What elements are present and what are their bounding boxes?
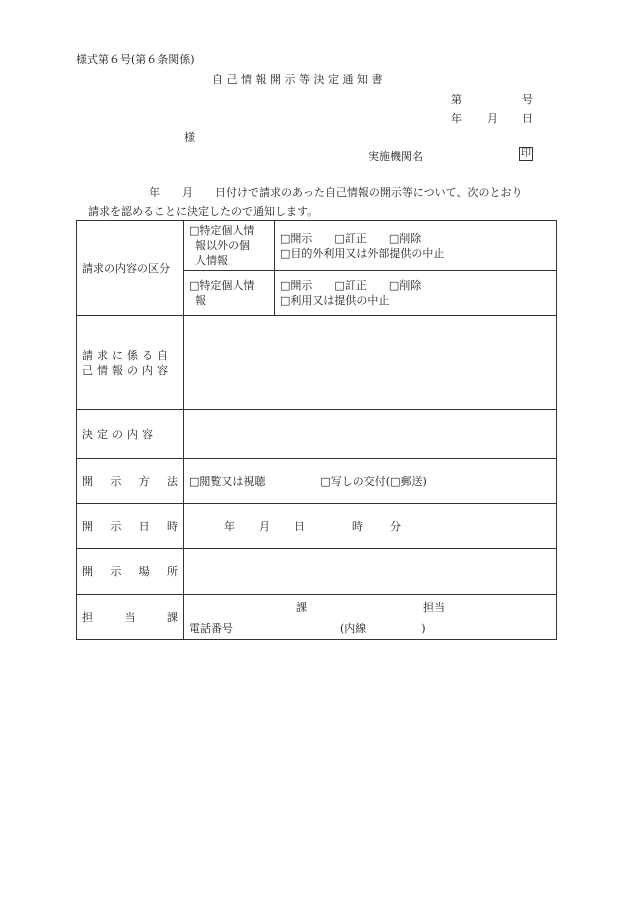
nonspecific-label-l2: 報以外の個 [195,239,250,252]
specific-label-l2: 報 [195,294,206,307]
place-label: 開 示 場 所 [82,565,178,578]
info-content-label-l1: 請求に係る自 [82,348,172,362]
agency-label: 実施機関名 [368,150,423,163]
seal-mark: 印 [521,148,531,159]
decision-content-value [184,410,557,459]
specific-correct-checkbox: □訂正 [334,279,367,292]
phone-extension: (内線 ) [340,622,426,635]
method-label-cell [77,459,184,504]
info-content-value [184,316,557,410]
request-type-label: 請求の内容の区分 [82,261,170,275]
date-day: 日 [522,112,533,125]
datetime-label: 開 示 日 時 [82,519,178,533]
decision-table [76,220,557,640]
nonspecific-disclose-checkbox: □開示 [280,231,313,245]
decision-content-label: 決定の内容 [82,427,157,441]
nonspecific-options-cell [275,221,557,271]
doc-number-dai: 第 [451,93,462,106]
datetime-label-cell [77,504,184,549]
nonspecific-label-l1: □特定個人情 [189,224,255,237]
datetime-day: 日 [294,520,305,533]
specific-delete-checkbox: □削除 [388,279,422,292]
place-label-cell [77,549,184,595]
addressee-suffix: 様 [184,131,195,144]
specific-options-cell [275,271,557,316]
method-label: 開 示 方 法 [82,474,178,488]
datetime-value-cell [184,504,557,549]
nonspecific-delete-checkbox: □削除 [388,231,422,245]
charge-label-cell [77,595,184,640]
charge-section: 課 [296,601,307,614]
specific-label-cell [184,271,275,316]
info-content-label-l2: 己情報の内容 [82,363,172,377]
intro-line-1: 年 月 日付けで請求のあった自己情報の開示等について、次のとおり [149,186,523,199]
specific-label-l1: □特定個人情 [189,279,255,292]
nonspecific-label-l3: 人情報 [195,254,228,267]
nonspecific-stop-checkbox: □目的外利用又は外部提供の中止 [280,246,445,260]
decision-content-label-cell [77,410,184,459]
nonspecific-correct-checkbox: □訂正 [334,231,367,245]
method-options-cell [184,459,557,504]
datetime-hour: 時 [352,520,363,533]
phone-label: 電話番号 [189,622,233,635]
method-view-checkbox: □閲覧又は視聴 [189,474,266,488]
datetime-minute: 分 [390,520,401,533]
request-type-label-cell [77,221,184,316]
intro-line-2: 請求を認めることに決定したので通知します。 [88,205,319,218]
date-month: 月 [487,112,498,125]
charge-person: 担当 [423,601,445,614]
datetime-month: 月 [259,520,270,533]
specific-stop-checkbox: □利用又は提供の中止 [280,294,390,307]
specific-disclose-checkbox: □開示 [280,279,313,292]
datetime-year: 年 [224,520,235,533]
date-year: 年 [451,112,462,125]
charge-value-cell [184,595,557,640]
place-value [184,549,557,595]
nonspecific-label-cell [184,221,275,271]
document-title: 自 己 情 報 開 示 等 決 定 通 知 書 [212,73,383,86]
doc-number-go: 号 [522,93,533,106]
form-number: 様式第６号(第６条関係) [76,53,195,66]
info-content-label-cell [77,316,184,410]
method-copy-checkbox: □写しの交付(□郵送) [320,474,427,488]
charge-label: 担 当 課 [82,610,178,624]
